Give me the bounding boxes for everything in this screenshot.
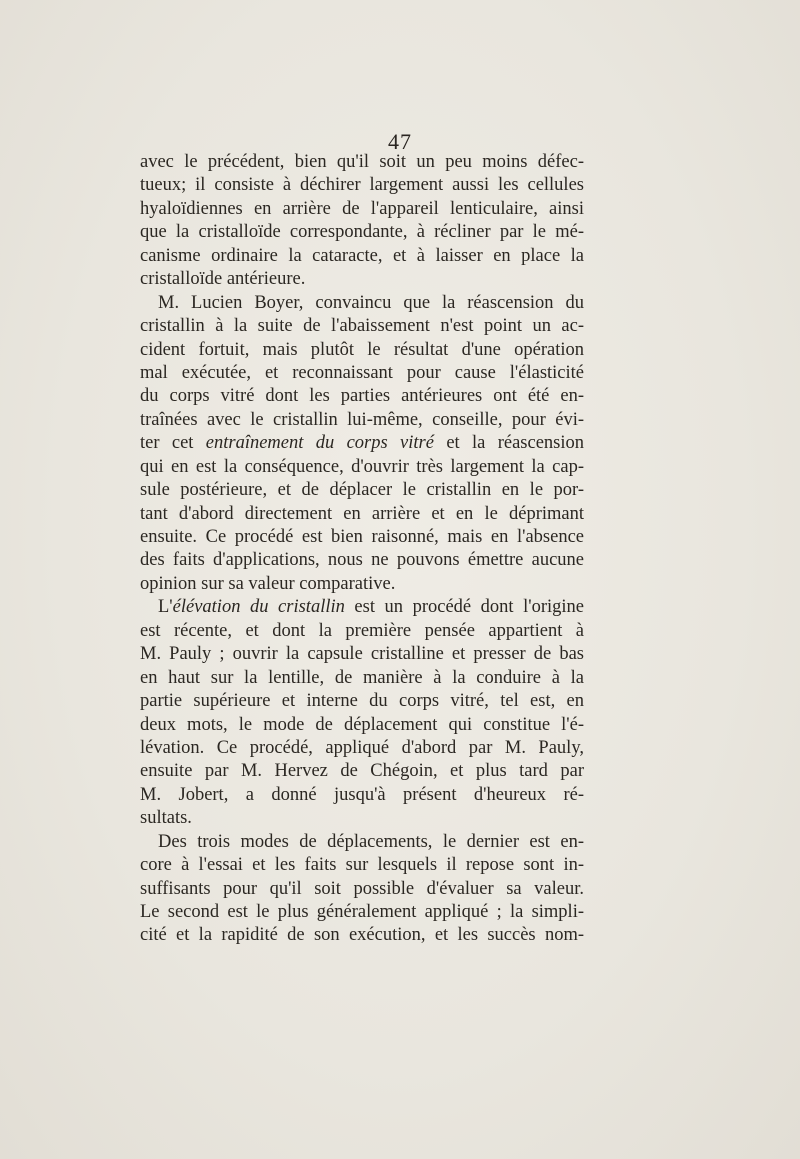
text-line bbox=[140, 268, 584, 291]
text-line bbox=[140, 456, 584, 479]
text-run: mal exécutée, et reconnaissant pour cause l'élasticité bbox=[140, 362, 584, 383]
text-line bbox=[140, 831, 584, 854]
text-line bbox=[140, 854, 584, 877]
text-run: lévation. Ce procédé, appliqué d'abord par M. Pauly, bbox=[140, 737, 584, 758]
text-run: en haut sur la lentille, de manière à la conduire à la bbox=[140, 667, 584, 688]
page-number: 47 bbox=[388, 129, 412, 154]
paragraph bbox=[140, 596, 584, 830]
text-line bbox=[140, 737, 584, 760]
text-line bbox=[140, 690, 584, 713]
body-text bbox=[140, 151, 584, 948]
text-run: cristalloïde antérieure. bbox=[140, 269, 306, 290]
text-run: ensuite par M. Hervez de Chégoin, et plus tard par bbox=[140, 761, 584, 782]
text-run: et la réascension bbox=[433, 433, 585, 454]
text-line bbox=[140, 901, 584, 924]
text-line bbox=[140, 878, 584, 901]
text-line bbox=[140, 714, 584, 737]
text-run: partie supérieure et interne du corps vitré, tel est, en bbox=[140, 691, 584, 712]
paragraph bbox=[140, 151, 584, 292]
text-line bbox=[140, 292, 584, 315]
text-line bbox=[140, 315, 584, 338]
text-run: suffisants pour qu'il soit possible d'évaluer sa valeur. bbox=[140, 878, 584, 899]
text-line bbox=[140, 667, 584, 690]
italic-term: entraînement du corps vitré bbox=[205, 433, 434, 454]
text-run: core à l'essai et les faits sur lesquels il repose sont in- bbox=[140, 855, 584, 876]
text-run: ter cet bbox=[140, 433, 206, 454]
text-line bbox=[140, 479, 584, 502]
text-line bbox=[140, 596, 584, 619]
text-line bbox=[140, 221, 584, 244]
text-run: est un procédé dont l'origine bbox=[344, 597, 585, 618]
text-line bbox=[140, 151, 584, 174]
text-line bbox=[140, 784, 584, 807]
text-line bbox=[140, 807, 584, 830]
text-run: opinion sur sa valeur comparative. bbox=[140, 573, 396, 594]
text-line bbox=[140, 573, 584, 596]
text-run: ensuite. Ce procédé est bien raisonné, mais en l'absence bbox=[140, 527, 584, 547]
text-line bbox=[140, 503, 584, 526]
text-line bbox=[140, 924, 584, 947]
text-line bbox=[140, 385, 584, 408]
text-run: hyaloïdiennes en arrière de l'appareil lenticulaire, ainsi bbox=[140, 198, 584, 219]
text-line bbox=[140, 409, 584, 432]
text-run: cident fortuit, mais plutôt le résultat d'une opération bbox=[140, 339, 584, 360]
text-line bbox=[140, 198, 584, 221]
text-line bbox=[140, 526, 584, 549]
text-line bbox=[140, 362, 584, 385]
text-run: tueux; il consiste à déchirer largement aussi les cellules bbox=[140, 175, 584, 196]
text-run: tant d'abord directement en arrière et en le déprimant bbox=[140, 503, 584, 524]
text-run: M. Jobert, a donné jusqu'à présent d'heureux ré- bbox=[140, 784, 584, 805]
text-run: que la cristalloïde correspondante, à récliner par le mé- bbox=[140, 222, 584, 243]
text-run: Des trois modes de déplacements, le dernier est en- bbox=[158, 831, 584, 852]
paragraph bbox=[140, 831, 584, 948]
text-run: est récente, et dont la première pensée appartient à bbox=[140, 620, 584, 641]
text-run: cristallin à la suite de l'abaissement n'est point un ac- bbox=[140, 316, 584, 337]
text-run: sultats. bbox=[140, 808, 192, 829]
text-line bbox=[140, 549, 584, 572]
text-line bbox=[140, 245, 584, 268]
text-run: L' bbox=[158, 597, 173, 618]
text-line bbox=[140, 339, 584, 362]
text-line bbox=[140, 432, 584, 455]
text-line bbox=[140, 760, 584, 783]
text-run: sule postérieure, et de déplacer le cristallin en le por- bbox=[140, 480, 584, 501]
text-run: deux mots, le mode de déplacement qui constitue l'é- bbox=[140, 714, 584, 735]
paragraph bbox=[140, 292, 584, 597]
text-run: traînées avec le cristallin lui-même, conseille, pour évi- bbox=[140, 409, 584, 430]
text-run: Le second est le plus généralement appliqué ; la simpli- bbox=[140, 902, 584, 922]
italic-term: élévation du cristallin bbox=[172, 597, 345, 618]
text-run: M. Pauly ; ouvrir la capsule cristalline et presser de bas bbox=[140, 644, 584, 665]
text-line bbox=[140, 643, 584, 666]
text-run: M. Lucien Boyer, convaincu que la réascension du bbox=[158, 292, 584, 313]
text-run: cité et la rapidité de son exécution, et les succès nom- bbox=[140, 925, 584, 946]
text-run: des faits d'applications, nous ne pouvons émettre aucune bbox=[140, 550, 584, 571]
text-run: qui en est la conséquence, d'ouvrir très largement la cap- bbox=[140, 456, 584, 477]
text-run: avec le précédent, bien qu'il soit un peu moins défec- bbox=[140, 152, 584, 172]
text-line bbox=[140, 174, 584, 197]
text-line bbox=[140, 620, 584, 643]
text-run: du corps vitré dont les parties antérieures ont été en- bbox=[140, 386, 584, 407]
text-run: canisme ordinaire la cataracte, et à laisser en place la bbox=[140, 245, 584, 266]
